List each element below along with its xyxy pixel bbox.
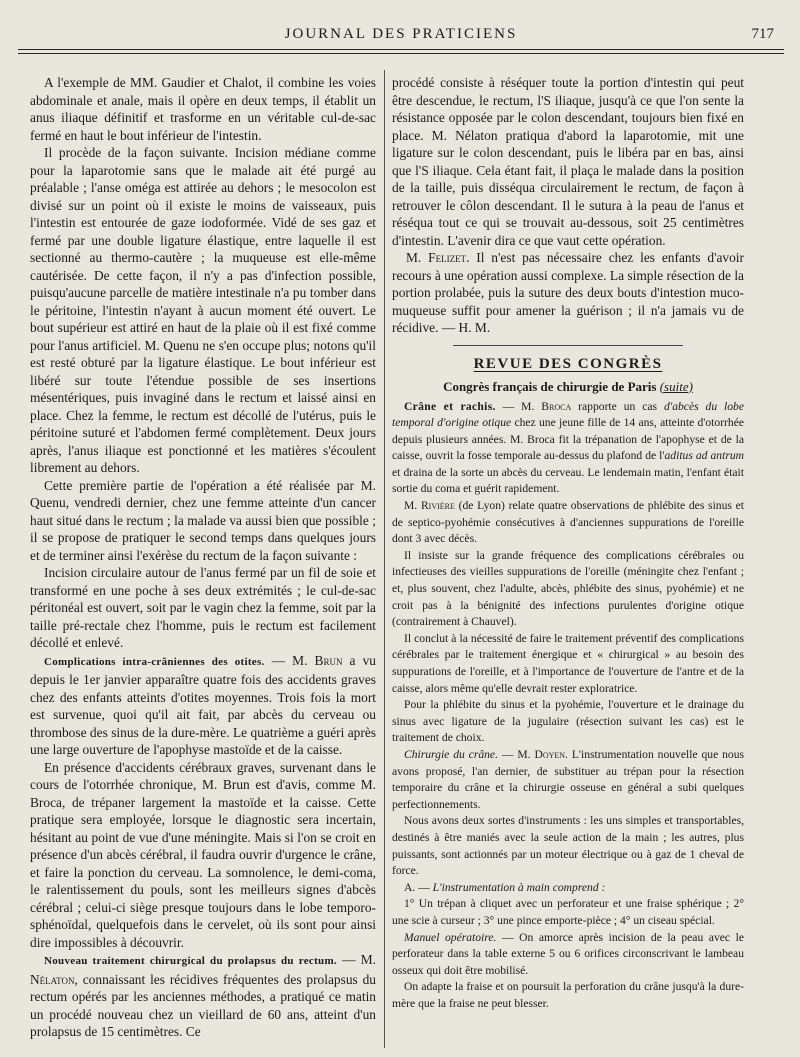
paragraph: Il conclut à la nécessité de faire le traitement préventif des complications cérébrales par le traitement énergique et « chirurgical » au besoin des suppurations de l'oreille, et à l'importance de l'ouverture de l'antre et de la caisse, alors même qu'elle devrait rester exploratrice. (392, 631, 744, 695)
paragraph: procédé consiste à réséquer toute la portion d'intestin qui peut être descendue, le rectum, l'S iliaque, jusqu'à ce que l'on sente la résistance opposée par le colon descendant, toujours bien fixé en place. M. Nélaton pratiqua d'abord la laparotomie, mit une ligature sur le colon descendant, puis le libéra par en bas, ainsi que l'S iliaque. Cela étant fait, il plaça le malade dans la position de la taille, puis disséqua circulairement le rectum, de façon à retrouver le côlon descendant. Il le sutura à la peau de l'anus et réséqua tout ce qui se trouvait au-dessous, soit 25 centimètres d'intestin. L'avenir dira ce que vaut cette opération. (392, 75, 744, 248)
journal-title: JOURNAL DES PRATICIENS (284, 26, 518, 42)
surgeon-name: Nélaton (30, 971, 75, 987)
paragraph: Incision circulaire autour de l'anus fermé par un fil de soie et transformé en une poche à ses deux extrémités ; le cul-de-sac péritonéal est ouvert, soit par le vagin chez la femme, soit par la taille pré-rectale chez l'homme, puis le rectum est facilement décollé et enlevé. (30, 565, 376, 650)
section-title: REVUE DES CONGRÈS (473, 355, 663, 372)
paragraph: A. — L'instrumentation à main comprend : (404, 880, 606, 894)
paragraph: On adapte la fraise et on poursuit la perforation du crâne jusqu'à la dure-mère que la fraise ne peut blesser. (392, 980, 744, 1010)
paragraph: M. Felizet. Il n'est pas nécessaire chez les enfants d'avoir recours à une opération aussi complexe. La simple résection de la portion prolabée, puis la suture des deux bouts d'intestion muco-muqueuse suffit pour amener la guérison ; il n'a jamais vu de récidive. — H. M. (392, 250, 744, 335)
run-in-title: Manuel opératoire. (404, 930, 497, 944)
paragraph: Il procède de la façon suivante. Incision médiane comme pour la laparotomie sans que le malade ait été purgé au préalable ; l'anse oméga est attirée au dehors ; le mesocolon est divisé sur un point où il existe le moins de vaisseaux, puis l'intestin est entourée de gaze iodoformée. Vidé de ses gaz et fermé par une double ligature élastique, entre laquelle il est sectionné au thermo-cautère ; la muqueuse est elle-même cautérisée. De cette façon, il n'y a pas d'infection possible, puisqu'aucune parcelle de matière intestinale n'a pu tomber dans le péritoine, l'intestin n'ayant à aucun moment été ouvert. Le bout supérieur est attiré en haut de la plaie où il est fixé comme pour l'anus artificiel. M. Quenu ne s'en occupe plus; notons qu'il est resté obturé par la ligature élastique. Le bout inférieur est libéré sur toute l'étendue possible de ses insertions mésentériques, puis invaginé dans le rectum et laissé ainsi en place. Chez la femme, le rectum est décollé de l'utérus, puis le péritoine suturé et l'abdomen fermé complètement. Deux jours après, l'anus iliaque est ponctionné et les matières s'écoulent librement au dehors. (30, 145, 376, 475)
paragraph: M. Rivière (de Lyon) relate quatre observations de phlébite des sinus et de septico-pyohémie consécutives à d'anciennes suppurations de l'oreille dont 3 avec décès. (392, 499, 744, 546)
surgeon-name: Doyen (534, 747, 566, 761)
paragraph: Nous avons deux sortes d'instruments : les uns simples et transportables, destinés à être maniés avec la seule action de la main ; les autres, plus puissants, sont actionnés par un moteur électrique ou à gaz de 1 cheval de force. (392, 814, 744, 878)
surgeon-name: Felizet (428, 250, 467, 265)
run-in-title: Nouveau traitement chirurgical du prolapsus du rectum. (44, 955, 337, 967)
run-in-title: Complications intra-crâniennes des otites. (44, 655, 265, 668)
congress-title: Congrès français de chirurgie de Paris (suite) (443, 378, 693, 394)
paragraph: En présence d'accidents cérébraux graves, survenant dans le cours de l'otorrhée chronique, M. Brun est d'avis, comme M. Broca, de trépaner largement la mastoïde et la caisse. Cette pratique sera employée, lorsque le diagnostic sera incertain, hésitant au point de vue d'une méningite. Mais si l'on se croit en présence d'un abcès cérébral, il faudra ouvrir d'urgence le crâne, et faire la ponction du cerveau. La somnolence, le demi-coma, le ralentissement du pouls, sont les meilleurs signes d'abcès cérébral ; celui-ci siège presque toujours dans le lobe temporo-sphénoïdal, quelquefois dans le cervelet, où ils sont pour ainsi dire impossibles à découvrir. (30, 759, 376, 950)
running-header (18, 26, 784, 46)
section-separator (453, 345, 683, 346)
paragraph: Il insiste sur la grande fréquence des complications cérébrales ou infectieuses des vieilles suppurations de l'oreille (méningite chez l'enfant ; et, plus souvent, chez l'adulte, abcès, phlébite des sinus, pyohémie) et ne croit pas à la bénignité des infections purulentes d'origine otique (contrairement à Chauvel). (392, 548, 744, 629)
run-in-title: Crâne et rachis. (404, 399, 496, 413)
paragraph: Crâne et rachis. — M. Broca rapporte un cas d'abcès du lobe temporal d'origine otique chez une jeune fille de 14 ans, atteinte d'otorrhée depuis plusieurs années. M. Broca fit la trépanation de l'apophyse et de la caisse, ouvrit la fosse temporale au-dessus du plafond de l'aditus ad antrum et draina de la sorte un abcès du cerveau. Le lendemain matin, l'enfant était sortie du coma et guérit rapidement. (392, 399, 745, 496)
paragraph: Nouveau traitement chirurgical du prolapsus du rectum. — M. Nélaton, connaissant les récidives fréquentes des prolapsus du rectum opérés par les anciennes méthodes, a pratiqué ce matin un procédé nouveau chez un vieillard de 60 ans, atteint d'un prolapsus de 15 centimètres. Ce (30, 952, 377, 1039)
header-rule-double (18, 53, 784, 54)
page-number: 717 (751, 26, 774, 42)
surgeon-name: Brun (314, 652, 343, 668)
left-column (30, 74, 376, 1041)
surgeon-name: Broca (541, 399, 572, 413)
paragraph: Pour la phlébite du sinus et la pyohémie, l'ouverture et le drainage du sinus avec ligature de la jugulaire (résection suivant les cas) est le traitement de choix. (392, 698, 744, 745)
header-rule (18, 49, 784, 50)
paragraph: Manuel opératoire. — On amorce après incision de la peau avec le perforateur dans la table externe 5 ou 6 orifices circonscrivant le lambeau osseux qui doit être mobilisé. (392, 930, 744, 977)
paragraph: A l'exemple de MM. Gaudier et Chalot, il combine les voies abdominale et anale, mais il opère en deux temps, il établit un anus iliaque définitif et trasforme en un véritable cul-de-sac fermé en haut le bout inférieur de l'intestin. (30, 75, 376, 143)
right-column (392, 74, 744, 1012)
column-divider (384, 70, 385, 1048)
surgeon-name: Rivière (420, 499, 455, 513)
paragraph: Chirurgie du crâne. — M. Doyen. L'instrumentation nouvelle que nous avons proposé, l'an dernier, de substituer au trépan pour la résection temporaire du crâne et la chirurgie osseuse en général a subi quelques perfectionnements. (392, 747, 745, 811)
paragraph: 1° Un trépan à cliquet avec un perforateur et une fraise sphérique ; 2° une scie à curseur ; 3° une pince emporte-pièce ; 4° un ciseau spécial. (392, 897, 744, 927)
paragraph: Cette première partie de l'opération a été réalisée par M. Quenu, vendredi dernier, chez une femme atteinte d'un cancer haut situé dans le rectum ; la malade va aussi bien que possible ; il se propose de pratiquer le second temps dans quelques jours et de terminer ainsi l'exérèse du rectum de la façon suivante : (30, 477, 376, 563)
paragraph: Complications intra-crâniennes des otites. — M. Brun a vu depuis le 1er janvier apparaître quatre fois des accidents graves chez des enfants atteints d'otites moyennes. Trois fois la mort est survenue, quoi qu'il ait fait, par abcès du cerveau ou thrombose des sinus de la dure-mère. Le quatrième a guéri après une large ouverture de l'apophyse mastoïde et de la caisse. (30, 652, 376, 757)
run-in-title: Chirurgie du crâne. (404, 747, 498, 761)
